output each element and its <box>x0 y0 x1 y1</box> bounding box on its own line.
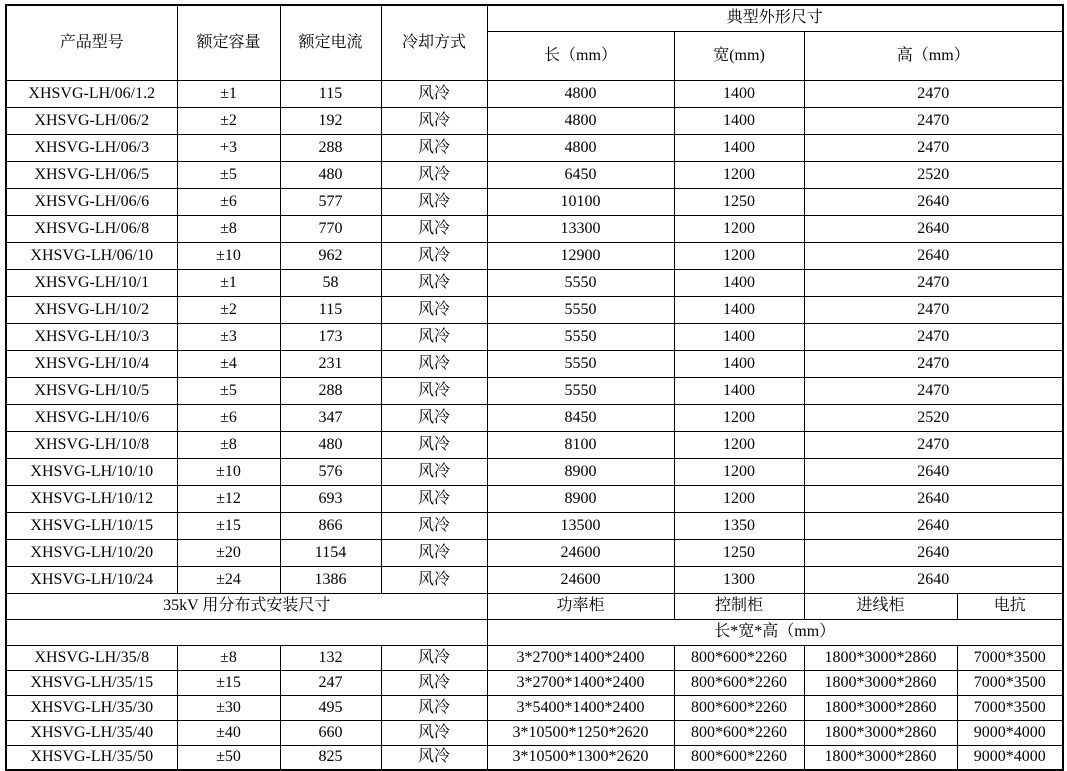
cell-current: 132 <box>280 645 381 670</box>
cell-model: XHSVG-LH/10/6 <box>6 404 177 431</box>
cell-cooling: 风冷 <box>381 269 487 296</box>
cell-capacity: ±2 <box>177 296 280 323</box>
cell-model: XHSVG-LH/10/1 <box>6 269 177 296</box>
cell-cooling: 风冷 <box>381 670 487 695</box>
cell-power: 3*2700*1400*2400 <box>487 670 674 695</box>
cell-width: 1400 <box>674 377 804 404</box>
cell-model: XHSVG-LH/10/10 <box>6 458 177 485</box>
col-header-product-model: 产品型号 <box>6 5 177 80</box>
cell-cooling: 风冷 <box>381 512 487 539</box>
table-row <box>6 377 1063 404</box>
cell-cooling: 风冷 <box>381 645 487 670</box>
cell-length: 5550 <box>487 323 674 350</box>
table-row <box>6 107 1063 134</box>
section-title-row <box>6 593 1063 619</box>
cell-current: 866 <box>280 512 381 539</box>
col-header-reactor: 电抗 <box>957 593 1063 619</box>
table-row <box>6 645 1063 670</box>
cell-control: 800*600*2260 <box>674 645 804 670</box>
table-row <box>6 350 1063 377</box>
cell-model: XHSVG-LH/10/24 <box>6 566 177 593</box>
cell-model: XHSVG-LH/35/8 <box>6 645 177 670</box>
cell-height: 2470 <box>804 431 1063 458</box>
cell-length: 8900 <box>487 485 674 512</box>
cell-width: 1250 <box>674 539 804 566</box>
cell-current: 231 <box>280 350 381 377</box>
cell-height: 2470 <box>804 107 1063 134</box>
cell-power: 3*10500*1250*2620 <box>487 720 674 745</box>
cell-model: XHSVG-LH/10/5 <box>6 377 177 404</box>
cell-model: XHSVG-LH/06/10 <box>6 242 177 269</box>
cell-height: 2640 <box>804 566 1063 593</box>
cell-cooling: 风冷 <box>381 323 487 350</box>
cell-height: 2470 <box>804 296 1063 323</box>
cell-length: 4800 <box>487 134 674 161</box>
cell-length: 24600 <box>487 539 674 566</box>
cell-model: XHSVG-LH/10/3 <box>6 323 177 350</box>
cell-width: 1200 <box>674 485 804 512</box>
cell-width: 1200 <box>674 458 804 485</box>
table-row <box>6 512 1063 539</box>
table-row <box>6 188 1063 215</box>
cell-model: XHSVG-LH/35/40 <box>6 720 177 745</box>
table-row <box>6 720 1063 745</box>
cell-height: 2640 <box>804 188 1063 215</box>
table-row <box>6 458 1063 485</box>
cell-current: 1386 <box>280 566 381 593</box>
cell-model: XHSVG-LH/35/15 <box>6 670 177 695</box>
cell-current: 115 <box>280 80 381 107</box>
cell-current: 347 <box>280 404 381 431</box>
cell-capacity: ±5 <box>177 161 280 188</box>
cell-reactor: 9000*4000 <box>957 720 1063 745</box>
table-row <box>6 539 1063 566</box>
spec-table <box>5 4 1064 771</box>
cell-reactor: 9000*4000 <box>957 745 1063 770</box>
table-row <box>6 269 1063 296</box>
cell-capacity: ±10 <box>177 242 280 269</box>
cell-height: 2470 <box>804 269 1063 296</box>
cell-capacity: ±1 <box>177 80 280 107</box>
cell-model: XHSVG-LH/06/1.2 <box>6 80 177 107</box>
cell-cooling: 风冷 <box>381 431 487 458</box>
cell-height: 2640 <box>804 539 1063 566</box>
cell-incoming: 1800*3000*2860 <box>804 645 957 670</box>
cell-height: 2640 <box>804 242 1063 269</box>
cell-width: 1400 <box>674 134 804 161</box>
cell-model: XHSVG-LH/35/50 <box>6 745 177 770</box>
cell-width: 1400 <box>674 350 804 377</box>
cell-height: 2470 <box>804 350 1063 377</box>
cell-model: XHSVG-LH/10/12 <box>6 485 177 512</box>
cell-current: 825 <box>280 745 381 770</box>
cell-capacity: ±8 <box>177 215 280 242</box>
cell-current: 288 <box>280 377 381 404</box>
cell-model: XHSVG-LH/06/2 <box>6 107 177 134</box>
table-row <box>6 566 1063 593</box>
cell-current: 770 <box>280 215 381 242</box>
cell-cooling: 风冷 <box>381 107 487 134</box>
cell-width: 1300 <box>674 566 804 593</box>
cell-capacity: ±30 <box>177 695 280 720</box>
cell-control: 800*600*2260 <box>674 670 804 695</box>
cell-power: 3*10500*1300*2620 <box>487 745 674 770</box>
col-header-lwh: 长*宽*高（mm） <box>487 619 1063 645</box>
cell-cooling: 风冷 <box>381 134 487 161</box>
cell-current: 288 <box>280 134 381 161</box>
cell-width: 1350 <box>674 512 804 539</box>
cell-cooling: 风冷 <box>381 215 487 242</box>
cell-model: XHSVG-LH/10/8 <box>6 431 177 458</box>
cell-model: XHSVG-LH/10/4 <box>6 350 177 377</box>
cell-incoming: 1800*3000*2860 <box>804 745 957 770</box>
cell-length: 6450 <box>487 161 674 188</box>
cell-control: 800*600*2260 <box>674 745 804 770</box>
col-header-rated-capacity: 额定容量 <box>177 5 280 80</box>
cell-cooling: 风冷 <box>381 695 487 720</box>
cell-control: 800*600*2260 <box>674 720 804 745</box>
table-row <box>6 134 1063 161</box>
cell-length: 5550 <box>487 296 674 323</box>
cell-model: XHSVG-LH/10/2 <box>6 296 177 323</box>
table-row <box>6 161 1063 188</box>
table-row <box>6 404 1063 431</box>
col-header-control-cabinet: 控制柜 <box>674 593 804 619</box>
cell-capacity: ±12 <box>177 485 280 512</box>
cell-cooling: 风冷 <box>381 485 487 512</box>
empty-cell <box>6 619 487 645</box>
cell-current: 576 <box>280 458 381 485</box>
cell-height: 2640 <box>804 215 1063 242</box>
col-header-power-cabinet: 功率柜 <box>487 593 674 619</box>
cell-model: XHSVG-LH/10/20 <box>6 539 177 566</box>
cell-height: 2640 <box>804 485 1063 512</box>
cell-capacity: ±6 <box>177 404 280 431</box>
cell-cooling: 风冷 <box>381 80 487 107</box>
cell-capacity: ±2 <box>177 107 280 134</box>
cell-model: XHSVG-LH/06/3 <box>6 134 177 161</box>
cell-length: 4800 <box>487 107 674 134</box>
col-header-rated-current: 额定电流 <box>280 5 381 80</box>
cell-capacity: +3 <box>177 134 280 161</box>
table-row <box>6 80 1063 107</box>
cell-height: 2470 <box>804 80 1063 107</box>
cell-width: 1250 <box>674 188 804 215</box>
cell-length: 8450 <box>487 404 674 431</box>
cell-power: 3*5400*1400*2400 <box>487 695 674 720</box>
cell-height: 2520 <box>804 161 1063 188</box>
cell-length: 24600 <box>487 566 674 593</box>
cell-cooling: 风冷 <box>381 296 487 323</box>
cell-control: 800*600*2260 <box>674 695 804 720</box>
cell-model: XHSVG-LH/06/8 <box>6 215 177 242</box>
cell-current: 495 <box>280 695 381 720</box>
cell-width: 1200 <box>674 161 804 188</box>
cell-incoming: 1800*3000*2860 <box>804 720 957 745</box>
cell-cooling: 风冷 <box>381 458 487 485</box>
table-header <box>6 5 1063 80</box>
cell-width: 1200 <box>674 242 804 269</box>
cell-cooling: 风冷 <box>381 188 487 215</box>
cell-width: 1400 <box>674 107 804 134</box>
cell-capacity: ±40 <box>177 720 280 745</box>
cell-capacity: ±8 <box>177 645 280 670</box>
cell-width: 1400 <box>674 296 804 323</box>
cell-length: 5550 <box>487 269 674 296</box>
col-header-length: 长（mm） <box>487 31 674 80</box>
table-row <box>6 485 1063 512</box>
col-header-typical-dimensions: 典型外形尺寸 <box>487 5 1063 31</box>
cell-current: 660 <box>280 720 381 745</box>
table-row <box>6 670 1063 695</box>
cell-capacity: ±5 <box>177 377 280 404</box>
cell-capacity: ±15 <box>177 512 280 539</box>
cell-width: 1200 <box>674 431 804 458</box>
col-header-height: 高（mm） <box>804 31 1063 80</box>
cell-current: 247 <box>280 670 381 695</box>
cell-model: XHSVG-LH/06/6 <box>6 188 177 215</box>
table-row <box>6 695 1063 720</box>
cell-height: 2470 <box>804 323 1063 350</box>
cell-incoming: 1800*3000*2860 <box>804 670 957 695</box>
cell-incoming: 1800*3000*2860 <box>804 695 957 720</box>
col-header-width: 宽(mm) <box>674 31 804 80</box>
cell-current: 173 <box>280 323 381 350</box>
cell-height: 2470 <box>804 134 1063 161</box>
cell-current: 962 <box>280 242 381 269</box>
cell-current: 480 <box>280 161 381 188</box>
cell-cooling: 风冷 <box>381 404 487 431</box>
cell-length: 5550 <box>487 350 674 377</box>
cell-power: 3*2700*1400*2400 <box>487 645 674 670</box>
cell-cooling: 风冷 <box>381 720 487 745</box>
cell-current: 115 <box>280 296 381 323</box>
cell-capacity: ±50 <box>177 745 280 770</box>
cell-length: 12900 <box>487 242 674 269</box>
section-35kv-title: 35kV 用分布式安装尺寸 <box>6 593 487 619</box>
cell-height: 2640 <box>804 512 1063 539</box>
cell-current: 480 <box>280 431 381 458</box>
cell-width: 1200 <box>674 404 804 431</box>
cell-model: XHSVG-LH/10/15 <box>6 512 177 539</box>
section-dims-header-row <box>6 619 1063 645</box>
cell-capacity: ±8 <box>177 431 280 458</box>
cell-capacity: ±3 <box>177 323 280 350</box>
cell-current: 1154 <box>280 539 381 566</box>
cell-current: 192 <box>280 107 381 134</box>
header-row-1 <box>6 5 1063 31</box>
table-row <box>6 745 1063 770</box>
cell-cooling: 风冷 <box>381 161 487 188</box>
cell-width: 1400 <box>674 323 804 350</box>
cell-length: 10100 <box>487 188 674 215</box>
cell-capacity: ±1 <box>177 269 280 296</box>
cell-capacity: ±6 <box>177 188 280 215</box>
cell-height: 2470 <box>804 377 1063 404</box>
cell-cooling: 风冷 <box>381 350 487 377</box>
cell-cooling: 风冷 <box>381 377 487 404</box>
cell-capacity: ±20 <box>177 539 280 566</box>
cell-length: 13500 <box>487 512 674 539</box>
cell-capacity: ±4 <box>177 350 280 377</box>
cell-height: 2640 <box>804 458 1063 485</box>
cell-cooling: 风冷 <box>381 566 487 593</box>
cell-length: 13300 <box>487 215 674 242</box>
cell-current: 58 <box>280 269 381 296</box>
section-35kv-header <box>6 593 1063 645</box>
main-rows <box>6 80 1063 593</box>
cell-cooling: 风冷 <box>381 539 487 566</box>
cell-capacity: ±10 <box>177 458 280 485</box>
cell-length: 8100 <box>487 431 674 458</box>
cell-width: 1200 <box>674 215 804 242</box>
cell-reactor: 7000*3500 <box>957 670 1063 695</box>
cell-cooling: 风冷 <box>381 745 487 770</box>
cell-model: XHSVG-LH/35/30 <box>6 695 177 720</box>
table-row <box>6 215 1063 242</box>
cell-model: XHSVG-LH/06/5 <box>6 161 177 188</box>
table-row <box>6 242 1063 269</box>
cell-reactor: 7000*3500 <box>957 645 1063 670</box>
col-header-incoming-cabinet: 进线柜 <box>804 593 957 619</box>
col-header-cooling-method: 冷却方式 <box>381 5 487 80</box>
cell-capacity: ±15 <box>177 670 280 695</box>
cell-length: 4800 <box>487 80 674 107</box>
cell-length: 5550 <box>487 377 674 404</box>
table-row <box>6 296 1063 323</box>
section-35kv-rows <box>6 645 1063 770</box>
cell-height: 2520 <box>804 404 1063 431</box>
cell-current: 693 <box>280 485 381 512</box>
cell-capacity: ±24 <box>177 566 280 593</box>
cell-cooling: 风冷 <box>381 242 487 269</box>
cell-current: 577 <box>280 188 381 215</box>
table-row <box>6 323 1063 350</box>
cell-reactor: 7000*3500 <box>957 695 1063 720</box>
cell-width: 1400 <box>674 269 804 296</box>
cell-length: 8900 <box>487 458 674 485</box>
table-row <box>6 431 1063 458</box>
cell-width: 1400 <box>674 80 804 107</box>
